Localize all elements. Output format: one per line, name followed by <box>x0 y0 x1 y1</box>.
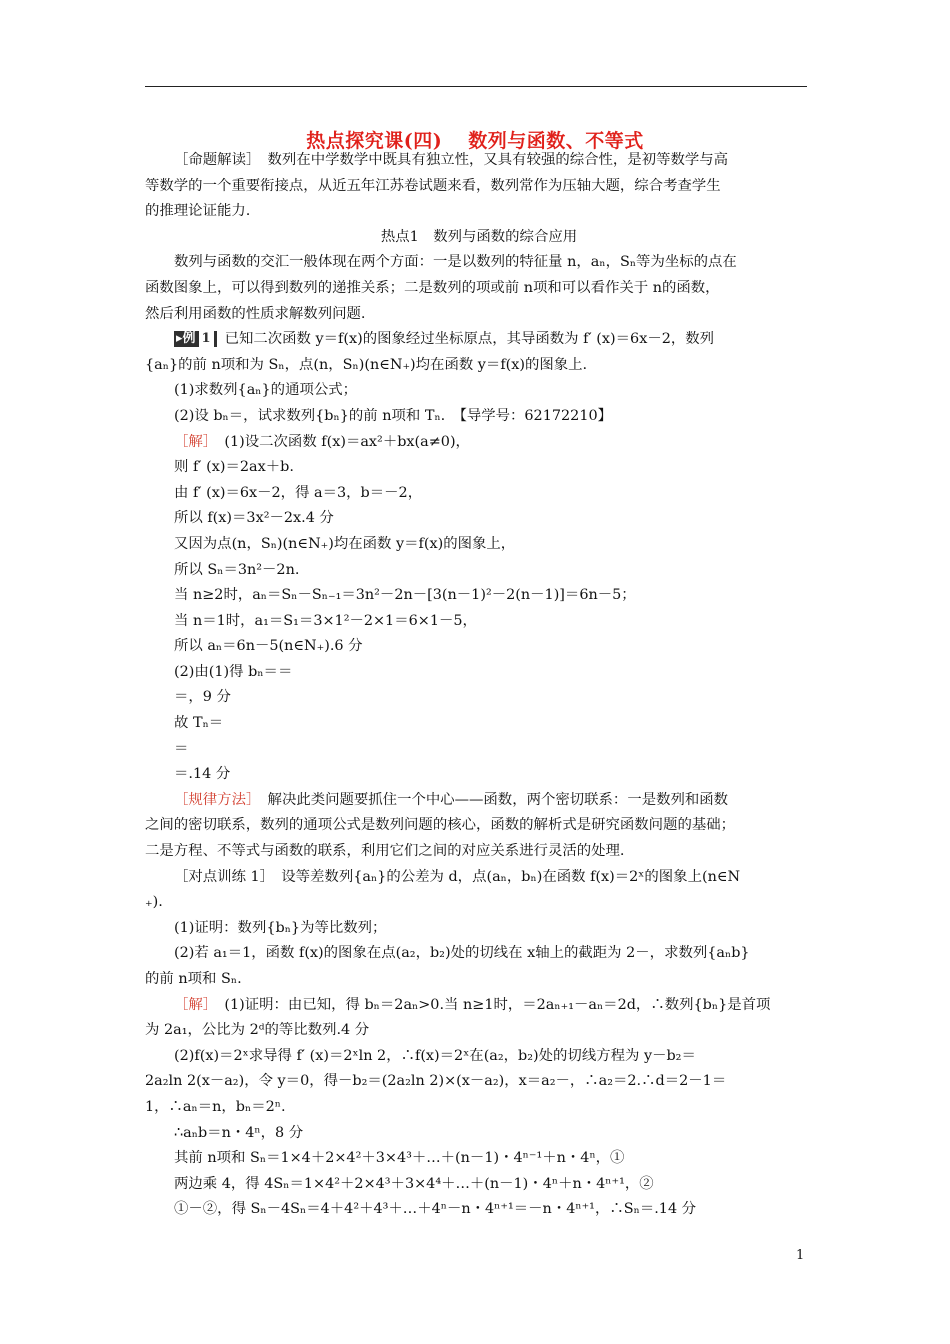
text-line: 则 f′ (x)＝2ax＋b. <box>174 459 294 476</box>
text-line: ∴aₙb＝n・4ⁿ，8 分 <box>174 1124 304 1141</box>
section-heading: 热点1 数列与函数的综合应用 <box>380 228 578 245</box>
text-line: 由 f′ (x)＝6x－2，得 a＝3，b＝－2， <box>174 484 423 501</box>
text-line: 的推理论证能力. <box>145 203 251 220</box>
text-line: (1)求数列{aₙ}的通项公式； <box>174 382 358 399</box>
text-line: 的前 n项和 Sₙ. <box>145 971 242 987</box>
text-line: (2)设 bₙ＝，试求数列{bₙ}的前 n项和 Tₙ. 【导学号：62172210】 <box>174 407 613 424</box>
text-line: ①－②，得 Sₙ－4Sₙ＝4＋4²＋4³＋…＋4ⁿ－n・4ⁿ⁺¹＝－n・4ⁿ⁺¹，∴Sₙ＝.14 分 <box>174 1201 697 1218</box>
text-line: 所以 f(x)＝3x²－2x.4 分 <box>174 510 334 527</box>
text-line: 1，∴aₙ＝n，bₙ＝2ⁿ. <box>145 1098 286 1115</box>
text-line: 之间的密切联系，数列的通项公式是数列问题的核心，函数的解析式是研究函数问题的基础； <box>145 817 736 834</box>
text-line: (2)f(x)＝2ˣ求导得 f′ (x)＝2ˣln 2，∴f(x)＝2ˣ在(a₂，b₂)处的切线方程为 y－b₂＝ <box>174 1047 696 1064</box>
text-line: 等数学的一个重要衔接点，从近五年江苏卷试题来看，数列常作为压轴大题，综合考查学生 <box>145 177 721 194</box>
title-part-2: 数列与函数、不等式 <box>468 130 644 152</box>
text-line: 故 Tₙ＝ <box>174 715 224 732</box>
solution-tag: ［解］ <box>174 996 210 1013</box>
text-line: ＝.14 分 <box>174 766 231 783</box>
text-line: 所以 aₙ＝6n－5(n∈N₊).6 分 <box>174 638 363 655</box>
example-badge: ▸例 1 <box>174 331 217 347</box>
example-line <box>145 327 813 353</box>
text-line: (2)若 a₁＝1，函数 f(x)的图象在点(a₂，b₂)处的切线在 x轴上的截距为 2－，求数列{aₙb} <box>174 945 750 962</box>
text-line: 所以 Sₙ＝3n²－2n. <box>174 561 300 578</box>
text-line: 两边乘 4，得 4Sₙ＝1×4²＋2×4³＋3×4⁴＋…＋(n－1)・4ⁿ＋n・4ⁿ⁺¹，② <box>174 1175 654 1192</box>
text-line: ＝，9 分 <box>174 689 231 706</box>
text-line: 当 n≥2时，aₙ＝Sₙ－Sₙ₋₁＝3n²－2n－[3(n－1)²－2(n－1)]＝6n－5； <box>174 587 636 604</box>
page-number: 1 <box>796 1248 805 1263</box>
method-text: 解决此类问题要抓住一个中心——函数，两个密切联系：一是数列和函数 <box>253 791 729 808</box>
solution-tag: ［解］ <box>174 433 210 450</box>
method-line <box>145 788 813 814</box>
text-line: (2)由(1)得 bₙ＝＝ <box>174 663 293 680</box>
solution-line <box>145 430 813 456</box>
text-line: ［命题解读］ 数列在中学数学中既具有独立性，又具有较强的综合性，是初等数学与高 <box>174 152 729 168</box>
text-line: (1)证明：数列{bₙ}为等比数列； <box>174 919 387 936</box>
solution-text: (1)设二次函数 f(x)＝ax²＋bx(a≠0)， <box>209 433 470 450</box>
header-rule <box>145 86 807 87</box>
method-tag: ［规律方法］ <box>174 791 254 808</box>
text-line: 2a₂ln 2(x－a₂)，令 y＝0，得－b₂＝(2a₂ln 2)×(x－a₂)，x＝a₂－，∴a₂＝2.∴d＝2－1＝ <box>145 1073 727 1090</box>
text-line: ₊). <box>145 894 163 911</box>
document-body <box>145 148 813 1223</box>
text-line: 数列与函数的交汇一般体现在两个方面：一是以数列的特征量 n，aₙ，Sₙ等为坐标的点在 <box>174 254 737 271</box>
text-line: 又因为点(n，Sₙ)(n∈N₊)均在函数 y＝f(x)的图象上， <box>174 535 516 552</box>
solution-text: (1)证明：由已知，得 bₙ＝2aₙ>0.当 n≥1时，＝2aₙ₊₁－aₙ＝2d，∴数列{bₙ}是首项 <box>209 996 771 1013</box>
example-text: 已知二次函数 y＝f(x)的图象经过坐标原点，其导函数为 f′ (x)＝6x－2，数列 <box>224 331 715 348</box>
text-line: {aₙ}的前 n项和为 Sₙ，点(n，Sₙ)(n∈N₊)均在函数 y＝f(x)的图象上. <box>145 356 588 373</box>
text-line: 然后利用函数的性质求解数列问题. <box>145 305 366 322</box>
text-line: 当 n＝1时，a₁＝S₁＝3×1²－2×1＝6×1－5， <box>174 612 477 629</box>
text-line: ［对点训练 1］ 设等差数列{aₙ}的公差为 d，点(aₙ，bₙ)在函数 f(x)＝2ˣ的图象上(n∈N <box>174 868 741 885</box>
text-line: ＝ <box>174 740 189 757</box>
example-badge-arrow-icon: ▸ <box>176 331 183 347</box>
text-line: 为 2a₁，公比为 2ᵈ的等比数列.4 分 <box>145 1022 370 1039</box>
text-line: 二是方程、不等式与函数的联系，利用它们之间的对应关系进行灵活的处理. <box>145 843 625 860</box>
example-badge-number: 1 <box>199 331 214 347</box>
text-line: 其前 n项和 Sₙ＝1×4＋2×4²＋3×4³＋…＋(n－1)・4ⁿ⁻¹＋n・4ⁿ，① <box>174 1150 625 1167</box>
text-line: 函数图象上，可以得到数列的递推关系；二是数列的项或前 n项和可以看作关于 n的函数， <box>145 279 720 296</box>
title-part-1: 热点探究课(四) <box>306 130 443 152</box>
solution-line <box>145 993 813 1019</box>
